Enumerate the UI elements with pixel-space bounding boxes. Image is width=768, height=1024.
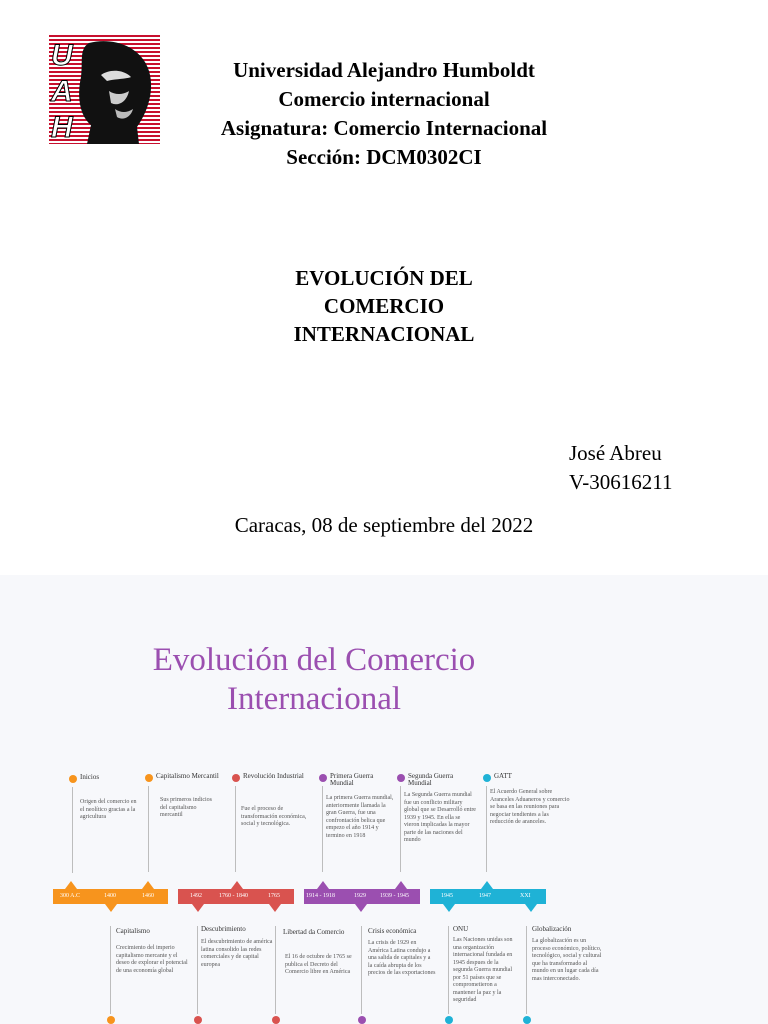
event-description: Sus primeros indicios del capitalismo mercantil bbox=[160, 797, 212, 818]
event-connector bbox=[526, 926, 527, 1014]
event-connector bbox=[275, 926, 276, 1014]
event-connector bbox=[448, 926, 449, 1014]
section-code: Sección: DCM0302CI bbox=[286, 145, 482, 169]
event-dot bbox=[69, 775, 77, 783]
event-title: Capitalismo bbox=[116, 927, 150, 935]
event-connector bbox=[361, 926, 362, 1014]
event-connector bbox=[486, 786, 487, 872]
event-dot bbox=[483, 774, 491, 782]
timeline-date: 1760 - 1840 bbox=[219, 893, 248, 899]
timeline-marker bbox=[317, 881, 329, 889]
event-connector bbox=[235, 786, 236, 872]
event-title: Capitalismo Mercantil bbox=[156, 772, 219, 780]
event-title: Libertad da Comercio bbox=[283, 928, 345, 936]
program-name: Comercio internacional bbox=[278, 87, 490, 111]
event-connector bbox=[110, 926, 111, 1014]
timeline-date: 1460 bbox=[142, 893, 154, 899]
timeline-marker bbox=[142, 881, 154, 889]
timeline-date: 1947 bbox=[479, 893, 491, 899]
document-header bbox=[0, 56, 768, 172]
event-title: Inicios bbox=[80, 773, 100, 781]
event-dot bbox=[194, 1016, 202, 1024]
timeline-date: 1939 - 1945 bbox=[380, 893, 409, 899]
place-date: Caracas, 08 de septiembre del 2022 bbox=[234, 513, 534, 537]
event-description: La Segunda Guerra mundial fue un conflicto military global que se Desarrolló entre 1939 y 1945. En ella se vieron implicadas la mayor parte de las naciones del mundo bbox=[404, 792, 476, 843]
document-title-line: EVOLUCIÓN DEL bbox=[295, 266, 473, 290]
author-block bbox=[569, 439, 672, 497]
event-dot bbox=[272, 1016, 280, 1024]
timeline-marker bbox=[65, 881, 77, 889]
event-description: La crisis de 1929 en América Latina condujo a una salida de capitales y a la caída abrupta de los precios de las exportaciones bbox=[368, 940, 436, 976]
event-dot bbox=[445, 1016, 453, 1024]
timeline-marker bbox=[269, 904, 281, 912]
timeline-date: 1914 - 1918 bbox=[306, 893, 335, 899]
event-description: La primera Guerra mundial, anteriormente llamada la gran Guerra, fue una confrontación belica que empezo el año 1914 y termino en 1918 bbox=[326, 795, 394, 839]
event-description: El descubrimiento de américa latina consolido las redes comerciales y de capital europea bbox=[201, 939, 273, 968]
timeline-marker bbox=[105, 904, 117, 912]
event-title: Primera Guerra Mundial bbox=[330, 772, 374, 787]
event-dot bbox=[397, 774, 405, 782]
event-dot bbox=[319, 774, 327, 782]
event-dot bbox=[358, 1016, 366, 1024]
timeline-marker bbox=[443, 904, 455, 912]
event-description: Las Naciones unidas son una organización internacional fundada en 1945 despues de la segunda Guerra mundial por 51 países que se comprometieron a mantener la paz y la seguridad bbox=[453, 937, 513, 1003]
event-dot bbox=[145, 774, 153, 782]
timeline-marker bbox=[192, 904, 204, 912]
svg-text:H: H bbox=[51, 111, 73, 144]
event-title: GATT bbox=[494, 772, 512, 780]
author-id: V-30616211 bbox=[569, 470, 673, 494]
event-description: Fue el proceso de transformación económica, social y tecnológica. bbox=[241, 806, 307, 827]
event-connector bbox=[72, 787, 73, 873]
document-title bbox=[0, 264, 768, 348]
event-title: Revolución Industrial bbox=[243, 772, 304, 780]
timeline-date: 1929 bbox=[354, 893, 366, 899]
svg-text:A: A bbox=[51, 75, 73, 108]
event-connector bbox=[197, 926, 198, 1014]
document-title-line: COMERCIO bbox=[323, 294, 445, 318]
event-description: La globalización es un proceso económico, político, tecnológico, social y cultural que ha transformado al mundo en un lugar cada día mas interconectado. bbox=[532, 938, 602, 982]
university-name: Universidad Alejandro Humboldt bbox=[233, 58, 535, 82]
timeline-marker bbox=[231, 881, 243, 889]
event-dot bbox=[232, 774, 240, 782]
timeline-title-line: Evolución del Comercio bbox=[152, 642, 476, 678]
event-description: El 16 de octubre de 1765 se publica el Decreto del Comercio libre en América bbox=[285, 954, 352, 975]
timeline-slide bbox=[0, 575, 768, 1024]
timeline-title bbox=[0, 641, 628, 719]
event-title: ONU bbox=[453, 925, 469, 933]
document-title-line: INTERNACIONAL bbox=[293, 322, 475, 346]
svg-text:U: U bbox=[51, 39, 73, 72]
timeline-date: XXI bbox=[520, 893, 531, 899]
event-description: Crecimiento del imperio capitalismo mercante y el deseo de explorar el potencial de una economía global bbox=[116, 945, 188, 974]
event-title: Globalización bbox=[532, 925, 572, 933]
timeline-date: 1765 bbox=[268, 893, 280, 899]
timeline-title-line: Internacional bbox=[226, 681, 402, 717]
timeline-marker bbox=[395, 881, 407, 889]
event-connector bbox=[148, 786, 149, 872]
timeline-date: 300 A.C bbox=[60, 893, 81, 899]
timeline-marker bbox=[355, 904, 367, 912]
event-description: Origen del comercio en el neolítico gracias a la agricultura bbox=[80, 799, 137, 820]
timeline-date: 1492 bbox=[190, 893, 202, 899]
author-name: José Abreu bbox=[569, 441, 662, 465]
event-description: El Acuerdo General sobre Aranceles Aduaneros y comercio se basa en las reuniones para negociar tendientes a las reducción de aranceles. bbox=[490, 789, 570, 825]
subject-name: Asignatura: Comercio Internacional bbox=[220, 116, 548, 140]
event-connector bbox=[400, 786, 401, 872]
timeline-marker bbox=[481, 881, 493, 889]
timeline-date: 1945 bbox=[441, 893, 453, 899]
timeline-date: 1400 bbox=[104, 893, 116, 899]
event-dot bbox=[107, 1016, 115, 1024]
event-title: Descubrimiento bbox=[201, 925, 246, 933]
event-connector bbox=[322, 786, 323, 872]
timeline-marker bbox=[525, 904, 537, 912]
event-title: Segunda Guerra Mundial bbox=[408, 772, 454, 787]
event-title: Crisis económica bbox=[368, 927, 417, 935]
event-dot bbox=[523, 1016, 531, 1024]
